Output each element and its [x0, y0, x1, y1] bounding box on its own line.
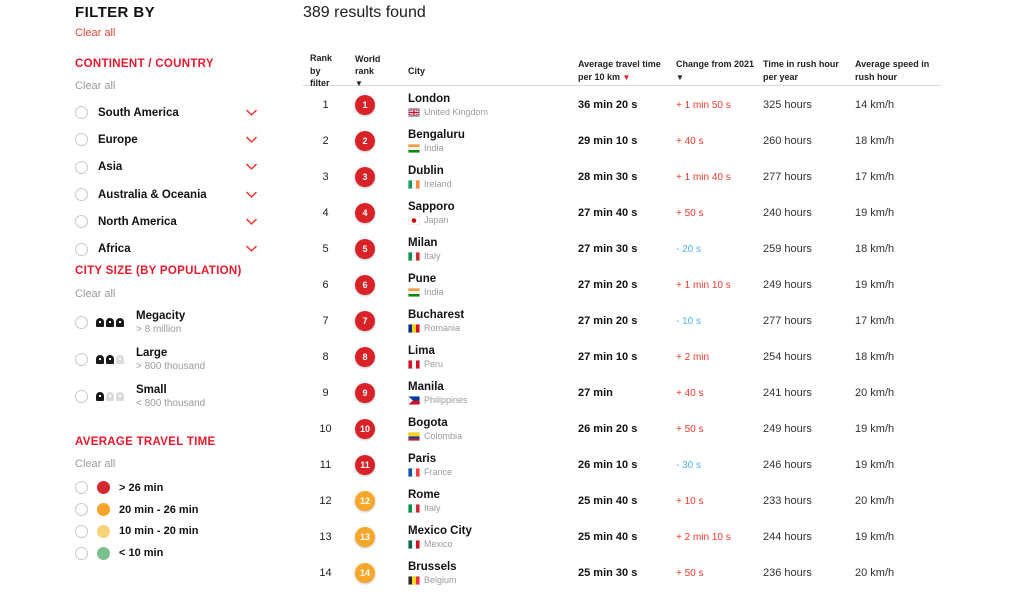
city-cell[interactable] [398, 93, 578, 117]
avg-travel-time-value: 26 min 20 s [578, 423, 638, 435]
avg-speed-value: 18 km/h [855, 135, 895, 147]
change-from-2021-value: + 1 min 40 s [676, 171, 731, 183]
col-header-rank-by-filter[interactable] [303, 52, 348, 90]
change-from-2021-value: + 10 s [676, 495, 704, 507]
country-flag-icon [408, 432, 420, 441]
travel-time-label: 10 min - 20 min [119, 525, 199, 538]
city-cell[interactable] [398, 525, 578, 549]
avg-speed-value: 18 km/h [855, 243, 895, 255]
table-row-dublin[interactable] [303, 159, 941, 195]
city-name: Milan [408, 237, 438, 249]
country-name: Peru [424, 359, 444, 369]
country-flag-icon [408, 468, 420, 477]
rush-hours-value: 246 hours [763, 459, 812, 471]
avg-travel-time-value: 27 min 30 s [578, 243, 638, 255]
change-from-2021-value: + 2 min 10 s [676, 531, 731, 543]
rush-hours-value: 277 hours [763, 315, 812, 327]
rank-by-filter-value: 2 [322, 135, 329, 147]
rush-hours-value: 241 hours [763, 387, 812, 399]
travel-time-label: < 10 min [119, 547, 164, 560]
city-size-section-heading: CITY SIZE (BY POPULATION) [75, 265, 242, 277]
world-rank-badge: 5 [355, 239, 375, 259]
sort-desc-icon[interactable]: ▼ [676, 72, 684, 82]
col-header-travel-time[interactable] [578, 58, 676, 83]
country-name: France [424, 467, 453, 477]
avg-speed-value: 20 km/h [855, 567, 895, 579]
rush-hours-value: 259 hours [763, 243, 812, 255]
col-header-change-from-2021[interactable] [676, 58, 763, 83]
city-name: Mexico City [408, 525, 472, 537]
world-rank-badge: 10 [355, 419, 375, 439]
avg-travel-time-value: 25 min 30 s [578, 567, 638, 579]
city-size-filter-list [75, 304, 257, 415]
country-row [408, 107, 578, 117]
chevron-down-icon[interactable] [246, 191, 257, 198]
city-cell[interactable] [398, 345, 578, 369]
continent-label: Asia [98, 161, 123, 174]
world-rank-cell [348, 239, 398, 259]
table-row-paris[interactable] [303, 447, 941, 483]
country-row [408, 323, 578, 333]
city-name: Dublin [408, 165, 444, 177]
table-row-pune[interactable] [303, 267, 941, 303]
country-flag-icon [408, 108, 420, 117]
city-name: Pune [408, 273, 437, 285]
country-row [408, 251, 578, 261]
country-flag-icon [408, 288, 420, 297]
filter-sidebar [75, 0, 260, 597]
rank-by-filter-value: 1 [322, 99, 329, 111]
results-main [303, 0, 948, 597]
world-rank-badge: 14 [355, 563, 375, 583]
world-rank-cell [348, 383, 398, 403]
rank-by-filter-value: 13 [319, 531, 332, 543]
change-from-2021-value: + 2 min [676, 351, 710, 363]
rush-hours-value: 254 hours [763, 351, 812, 363]
world-rank-badge: 1 [355, 95, 375, 115]
travel-time-dot-icon [97, 547, 110, 560]
avg-speed-value: 19 km/h [855, 279, 895, 291]
country-name: Italy [424, 251, 441, 261]
rush-hours-value: 244 hours [763, 531, 812, 543]
travel-time-section-heading: AVERAGE TRAVEL TIME [75, 436, 216, 448]
world-rank-badge: 3 [355, 167, 375, 187]
chevron-down-icon[interactable] [246, 109, 257, 116]
country-row [408, 467, 578, 477]
world-rank-cell [348, 455, 398, 475]
sort-desc-icon[interactable]: ▼ [355, 78, 363, 88]
city-cell[interactable] [398, 309, 578, 333]
city-name: Rome [408, 489, 440, 501]
col-header-label: Time in rush hour per year [763, 59, 839, 82]
city-size-filter-small[interactable] [75, 378, 257, 415]
rush-hours-value: 249 hours [763, 279, 812, 291]
city-name: London [408, 93, 451, 105]
country-name: Mexico [424, 539, 453, 549]
world-rank-badge: 9 [355, 383, 375, 403]
radio-circle[interactable] [75, 133, 88, 146]
travel-time-label: 20 min - 26 min [119, 503, 199, 516]
world-rank-badge: 8 [355, 347, 375, 367]
avg-travel-time-value: 25 min 40 s [578, 495, 638, 507]
chevron-down-icon[interactable] [246, 246, 257, 253]
country-flag-icon [408, 396, 420, 405]
chevron-down-icon[interactable] [246, 218, 257, 225]
city-cell[interactable] [398, 129, 578, 153]
change-from-2021-value: + 40 s [676, 135, 704, 147]
country-name: Italy [424, 503, 441, 513]
table-body [303, 87, 941, 591]
city-size-label: Megacity [136, 310, 186, 322]
avg-speed-value: 19 km/h [855, 207, 895, 219]
world-rank-badge: 13 [355, 527, 375, 547]
city-cell[interactable] [398, 165, 578, 189]
radio-circle[interactable] [75, 161, 88, 174]
radio-circle[interactable] [75, 525, 88, 538]
city-name: Manila [408, 381, 444, 393]
col-header-city[interactable] [398, 65, 578, 78]
continent-filter-list [75, 99, 257, 263]
col-header-avg-speed[interactable] [855, 58, 941, 83]
city-size-filter-large[interactable] [75, 341, 257, 378]
radio-circle[interactable] [75, 106, 88, 119]
table-row-bengaluru[interactable] [303, 123, 941, 159]
rank-by-filter-value: 3 [322, 171, 329, 183]
rush-hours-value: 233 hours [763, 495, 812, 507]
rush-hours-value: 277 hours [763, 171, 812, 183]
country-row [408, 539, 578, 549]
avg-travel-time-value: 25 min 40 s [578, 531, 638, 543]
rank-by-filter-value: 12 [319, 495, 332, 507]
world-rank-cell [348, 311, 398, 331]
city-name: Brussels [408, 561, 457, 573]
rank-by-filter-value: 7 [322, 315, 329, 327]
country-row [408, 287, 578, 297]
city-cell[interactable] [398, 561, 578, 585]
avg-speed-value: 19 km/h [855, 459, 895, 471]
country-name: Belgium [424, 575, 457, 585]
table-row-bogota[interactable] [303, 411, 941, 447]
continent-label: South America [98, 106, 179, 119]
country-flag-icon [408, 540, 420, 549]
travel-time-dot-icon [97, 503, 110, 516]
chevron-down-icon[interactable] [246, 136, 257, 143]
city-name: Paris [408, 453, 437, 465]
avg-speed-value: 18 km/h [855, 351, 895, 363]
country-flag-icon [408, 216, 420, 225]
country-name: Colombia [424, 431, 463, 441]
world-rank-badge: 12 [355, 491, 375, 511]
avg-travel-time-value: 27 min 20 s [578, 315, 638, 327]
avg-travel-time-value: 36 min 20 s [578, 99, 638, 111]
continent-label: Australia & Oceania [98, 188, 207, 201]
world-rank-cell [348, 491, 398, 511]
travel-time-filter-list [75, 477, 257, 564]
change-from-2021-value: - 30 s [676, 459, 702, 471]
change-from-2021-value: - 20 s [676, 243, 702, 255]
city-size-sublabel: > 800 thousand [136, 361, 206, 372]
country-flag-icon [408, 252, 420, 261]
country-row [408, 143, 578, 153]
country-name: India [424, 287, 444, 297]
city-name: Bucharest [408, 309, 465, 321]
travel-time-label: > 26 min [119, 481, 164, 494]
country-row [408, 575, 578, 585]
country-flag-icon [408, 180, 420, 189]
country-flag-icon [408, 576, 420, 585]
city-name: Bengaluru [408, 129, 465, 141]
city-cell[interactable] [398, 381, 578, 405]
table-row-bucharest[interactable] [303, 303, 941, 339]
country-name: India [424, 143, 444, 153]
radio-circle[interactable] [75, 316, 88, 329]
city-name: Bogota [408, 417, 448, 429]
city-cell[interactable] [398, 453, 578, 477]
continent-filter-australia-oceania[interactable] [75, 181, 257, 208]
country-row [408, 395, 578, 405]
world-rank-cell [348, 419, 398, 439]
radio-circle[interactable] [75, 547, 88, 560]
avg-speed-value: 20 km/h [855, 495, 895, 507]
country-flag-icon [408, 324, 420, 333]
change-from-2021-value: + 50 s [676, 567, 704, 579]
rush-hours-value: 236 hours [763, 567, 812, 579]
city-cell[interactable] [398, 489, 578, 513]
continent-filter-africa[interactable] [75, 235, 257, 262]
change-from-2021-value: + 50 s [676, 207, 704, 219]
country-flag-icon [408, 144, 420, 153]
table-row-rome[interactable] [303, 483, 941, 519]
results-count: 389 results found [303, 4, 426, 21]
world-rank-cell [348, 167, 398, 187]
travel-time-dot-icon [97, 525, 110, 538]
city-size-sublabel: > 8 million [136, 324, 182, 335]
chevron-down-icon[interactable] [246, 164, 257, 171]
change-from-2021-value: + 40 s [676, 387, 704, 399]
rank-by-filter-value: 8 [322, 351, 329, 363]
buildings-icon [96, 355, 124, 364]
col-header-label: Average speed in rush hour [855, 59, 930, 82]
city-size-label: Large [136, 347, 168, 359]
travel-time-clear-all-link[interactable]: Clear all [75, 458, 116, 470]
avg-travel-time-value: 27 min 20 s [578, 279, 638, 291]
world-rank-badge: 11 [355, 455, 375, 475]
table-row-mexico-city[interactable] [303, 519, 941, 555]
city-cell[interactable] [398, 273, 578, 297]
world-rank-cell [348, 347, 398, 367]
col-header-label: Change from 2021 [676, 59, 755, 70]
buildings-icon [96, 318, 124, 327]
avg-speed-value: 20 km/h [855, 387, 895, 399]
city-name: Lima [408, 345, 435, 357]
country-name: Romania [424, 323, 461, 333]
table-row-london[interactable] [303, 87, 941, 123]
travel-time-filter-20-min-26-min[interactable] [75, 499, 257, 521]
table-row-manila[interactable] [303, 375, 941, 411]
city-size-label: Small [136, 384, 167, 396]
city-cell[interactable] [398, 201, 578, 225]
continent-label: Africa [98, 243, 131, 256]
change-from-2021-value: + 1 min 10 s [676, 279, 731, 291]
country-row [408, 179, 578, 189]
rank-by-filter-value: 11 [319, 459, 332, 471]
rank-by-filter-value: 4 [322, 207, 329, 219]
continent-section-heading: CONTINENT / COUNTRY [75, 58, 214, 70]
col-header-label: Rank by filter [310, 53, 333, 89]
country-flag-icon [408, 504, 420, 513]
continent-label: North America [98, 215, 177, 228]
country-name: Philippines [424, 395, 468, 405]
travel-time-filter-10-min[interactable] [75, 542, 257, 564]
travel-time-filter-10-min-20-min[interactable] [75, 521, 257, 543]
sort-desc-icon[interactable]: ▼ [622, 72, 631, 82]
travel-time-filter-26-min[interactable] [75, 477, 257, 499]
city-size-sublabel: < 800 thousand [136, 398, 206, 409]
continent-filter-south-america[interactable] [75, 99, 257, 126]
radio-circle[interactable] [75, 188, 88, 201]
world-rank-cell [348, 275, 398, 295]
continent-filter-europe[interactable] [75, 126, 257, 153]
city-cell[interactable] [398, 237, 578, 261]
country-name: Japan [424, 215, 449, 225]
city-cell[interactable] [398, 417, 578, 441]
change-from-2021-value: - 10 s [676, 315, 702, 327]
radio-circle[interactable] [75, 243, 88, 256]
world-rank-badge: 7 [355, 311, 375, 331]
world-rank-cell [348, 563, 398, 583]
world-rank-badge: 2 [355, 131, 375, 151]
radio-circle[interactable] [75, 390, 88, 403]
change-from-2021-value: + 1 min 50 s [676, 99, 731, 111]
world-rank-cell [348, 131, 398, 151]
table-header [303, 52, 941, 89]
avg-speed-value: 17 km/h [855, 315, 895, 327]
world-rank-cell [348, 95, 398, 115]
table-row-sapporo[interactable] [303, 195, 941, 231]
country-name: United Kingdom [424, 107, 489, 117]
radio-circle[interactable] [75, 503, 88, 516]
travel-time-dot-icon [97, 481, 110, 494]
rush-hours-value: 260 hours [763, 135, 812, 147]
rank-by-filter-value: 14 [319, 567, 332, 579]
rush-hours-value: 240 hours [763, 207, 812, 219]
filter-by-title: FILTER BY [75, 4, 155, 21]
avg-travel-time-value: 27 min 10 s [578, 351, 638, 363]
col-header-label: Average travel time per 10 km [578, 59, 661, 82]
world-rank-badge: 6 [355, 275, 375, 295]
avg-travel-time-value: 27 min 40 s [578, 207, 638, 219]
table-row-brussels[interactable] [303, 555, 941, 591]
col-header-label: World rank [355, 53, 381, 77]
continent-filter-asia[interactable] [75, 154, 257, 181]
buildings-icon [96, 392, 124, 401]
avg-speed-value: 14 km/h [855, 99, 895, 111]
col-header-label: City [408, 65, 426, 76]
world-rank-cell [348, 527, 398, 547]
table-row-lima[interactable] [303, 339, 941, 375]
rush-hours-value: 249 hours [763, 423, 812, 435]
rank-by-filter-value: 9 [322, 387, 329, 399]
rank-by-filter-value: 10 [319, 423, 332, 435]
avg-travel-time-value: 28 min 30 s [578, 171, 638, 183]
col-header-rush-hours[interactable] [763, 58, 855, 83]
country-row [408, 431, 578, 441]
continent-filter-north-america[interactable] [75, 208, 257, 235]
avg-travel-time-value: 29 min 10 s [578, 135, 638, 147]
radio-circle[interactable] [75, 215, 88, 228]
col-header-world-rank[interactable] [348, 53, 398, 89]
radio-circle[interactable] [75, 481, 88, 494]
city-name: Sapporo [408, 201, 455, 213]
city-size-clear-all-link[interactable]: Clear all [75, 288, 116, 300]
country-row [408, 359, 578, 369]
country-row [408, 503, 578, 513]
continent-clear-all-link[interactable]: Clear all [75, 80, 116, 92]
avg-speed-value: 19 km/h [855, 423, 895, 435]
rank-by-filter-value: 5 [322, 243, 329, 255]
country-name: Ireland [424, 179, 452, 189]
clear-all-filters-link[interactable]: Clear all [75, 27, 116, 39]
rush-hours-value: 325 hours [763, 99, 812, 111]
continent-label: Europe [98, 133, 138, 146]
rank-by-filter-value: 6 [322, 279, 329, 291]
world-rank-cell [348, 203, 398, 223]
avg-speed-value: 17 km/h [855, 171, 895, 183]
country-flag-icon [408, 360, 420, 369]
avg-speed-value: 19 km/h [855, 531, 895, 543]
country-row [408, 215, 578, 225]
table-row-milan[interactable] [303, 231, 941, 267]
avg-travel-time-value: 27 min [578, 387, 613, 399]
city-size-filter-megacity[interactable] [75, 304, 257, 341]
change-from-2021-value: + 50 s [676, 423, 704, 435]
avg-travel-time-value: 26 min 10 s [578, 459, 638, 471]
radio-circle[interactable] [75, 353, 88, 366]
world-rank-badge: 4 [355, 203, 375, 223]
